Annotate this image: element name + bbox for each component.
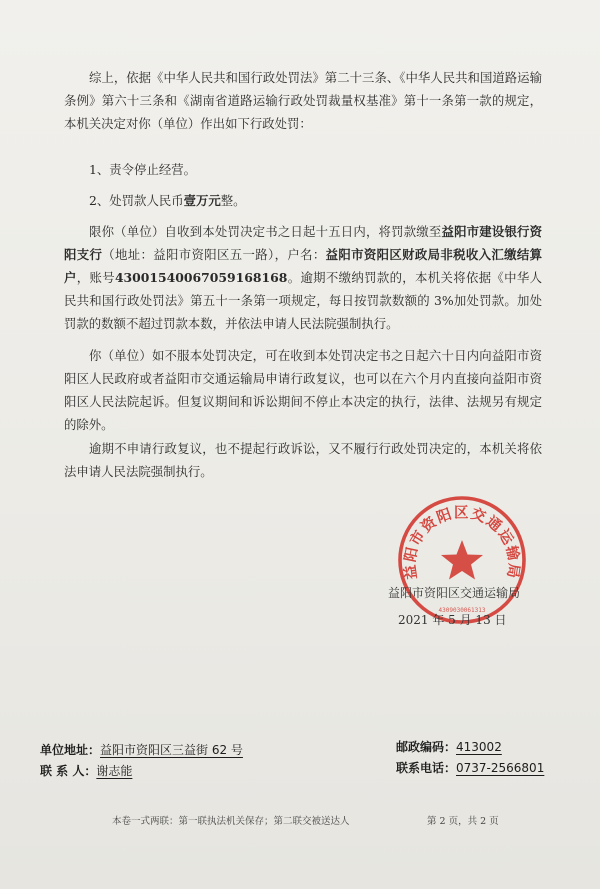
contact-postcode: 邮政编码：413002 xyxy=(396,740,502,754)
paragraph-legal-basis: 综上，依据《中华人民共和国行政处罚法》第二十三条、《中华人民共和国道路运输条例》第六十三条和《湖南省道路运输行政处罚裁量权基准》第十一条第一款的规定，本机关决定对你（单位）作出如下行政处罚： xyxy=(64,70,542,131)
contact-address: 单位地址：益阳市资阳区三益街 62 号 xyxy=(40,743,243,757)
seal-code: 4309030061313 xyxy=(438,607,486,614)
paragraph-appeal: 你（单位）如不服本处罚决定，可在收到本处罚决定书之日起六十日内向益阳市资阳区人民政府或者益阳市交通运输局申请行政复议，也可以在六个月内直接向益阳市资阳区人民法院起诉。但复议期间和诉讼期间不停止本决定的执行，法律、法规另有规定的除外。 xyxy=(64,348,542,432)
page-number: 第 2 页，共 2 页 xyxy=(427,816,499,827)
official-seal xyxy=(396,494,528,626)
seal-ring-text: 益阳市资阳区交通运输局 xyxy=(402,505,522,581)
footer-note: 本卷一式两联：第一联执法机关保存；第二联交被送达人 xyxy=(112,816,350,827)
signing-date: 2021 年 5 月 13 日 xyxy=(398,613,507,627)
seal-star-icon xyxy=(441,540,483,580)
contact-phone: 联系电话：0737-2566801 xyxy=(396,761,545,775)
paragraph-enforcement: 逾期不申请行政复议，也不提起行政诉讼，又不履行行政处罚决定的，本机关将依法申请人民法院强制执行。 xyxy=(64,441,542,479)
account-number: 430015400670591681​68 xyxy=(114,270,288,285)
paragraph-payment: 限你（单位）自收到本处罚决定书之日起十五日内，将罚款缴至益阳市建设银行资阳支行（地址：益阳市资阳区五一路），户名：益阳市资阳区财政局非税收入汇缴结算户，账号430015400670591681​68。逾期不缴纳罚款的，本机关将依据《中华人民共和国行政处罚法》第五十一条第一项规定，每日按罚款数额的 3%加处罚款。加处罚款的数额不超过罚款本数，并依法申请人民法院强制执行。 xyxy=(64,224,543,331)
signing-agency: 益阳市资阳区交通运输局 xyxy=(388,586,521,600)
account-name: 益阳市资阳区财政局非税收入汇缴结算户 xyxy=(64,247,543,285)
bank-name: 益阳市建设银行资阳支行 xyxy=(64,224,543,262)
penalty-item-1: 1、责令停止经营。 xyxy=(89,162,197,177)
contact-person: 联 系 人：谢志能 xyxy=(40,764,133,778)
fine-amount: 壹万元 xyxy=(183,193,221,208)
penalty-item-2: 2、处罚款人民币壹万元整。 xyxy=(89,193,246,208)
